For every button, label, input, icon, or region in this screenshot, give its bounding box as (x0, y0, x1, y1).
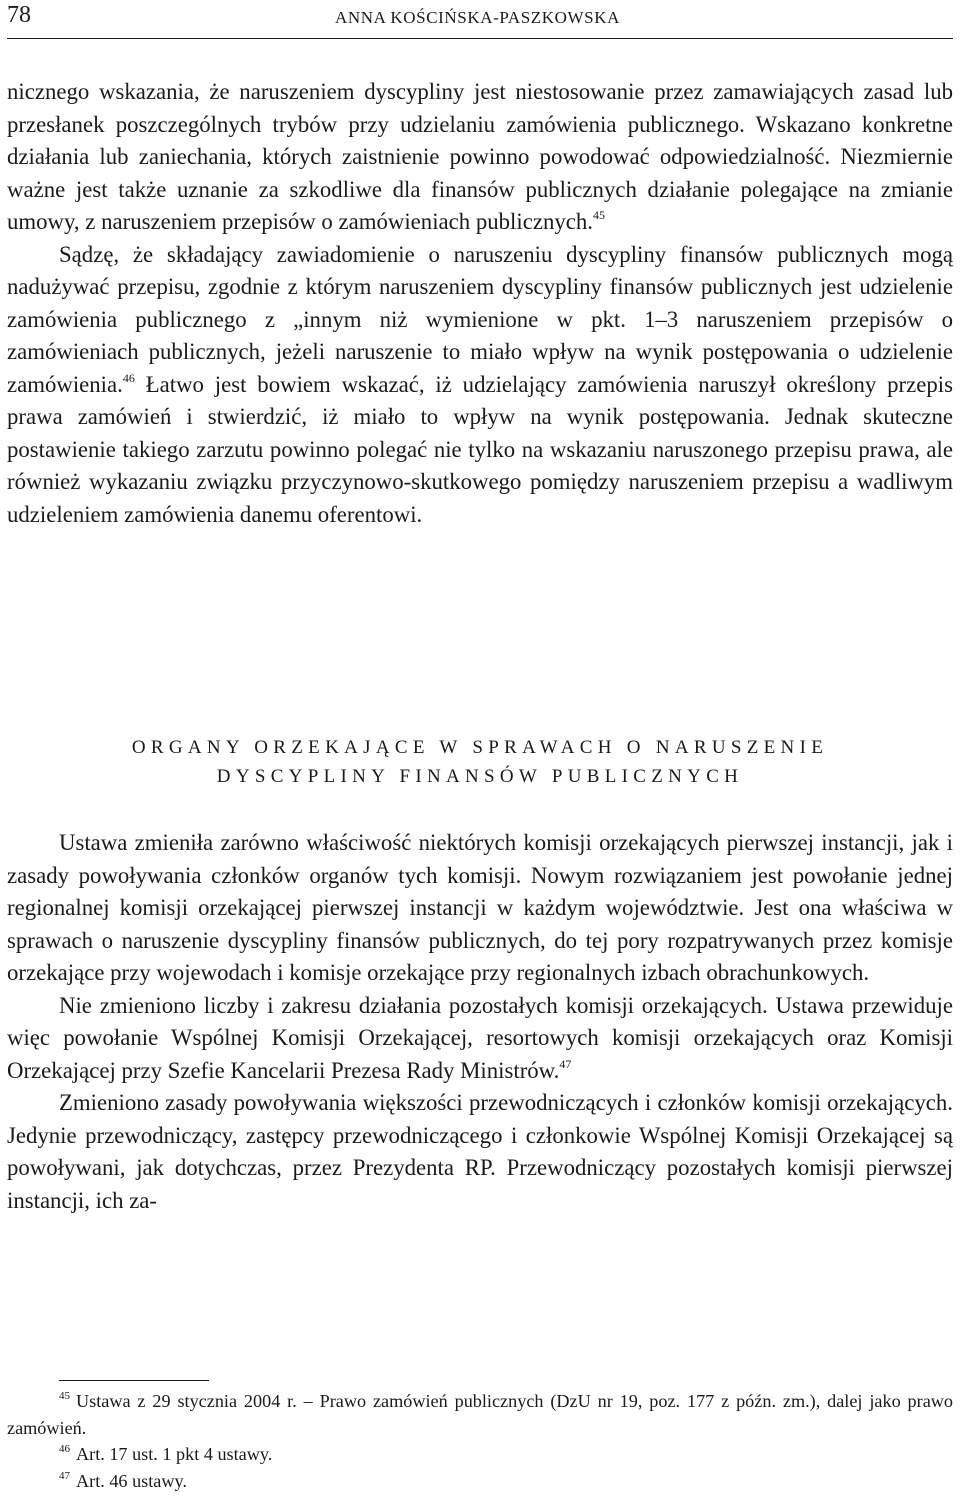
footnote-text: Art. 17 ust. 1 pkt 4 ustawy. (76, 1444, 273, 1464)
footnote-ref-45: 45 (592, 208, 605, 222)
footnote-text: Art. 46 ustawy. (76, 1470, 187, 1491)
footnote-number: 47 (59, 1469, 70, 1482)
footnote-46 (7, 1441, 953, 1468)
section-text (7, 827, 953, 1217)
footnote-text: Ustawa z 29 stycznia 2004 r. – Prawo zamówień publicznych (DzU nr 19, poz. 177 z późn. zm.), dalej jako prawo zamówień. (7, 1391, 953, 1438)
paragraph-1-text: nicznego wskazania, że naruszeniem dyscypliny jest niestosowanie przez zamawiających zasad lub przesłanek poszczególnych trybów przy udzielaniu zamówienia publicznego. Wskazano konkretne działania lub zaniechania, których zaistnienie powinno powodować odpowiedzialność. Niezmiernie ważne jest także uznanie za szkodliwe dla finansów publicznych działanie polegające na zmianie umowy, z naruszeniem przepisów o zamówieniach publicznych. (7, 79, 953, 234)
section-heading (7, 733, 953, 791)
paragraph-2-text-b: Łatwo jest bowiem wskazać, iż udzielający zamówienia naruszył określony przepis prawa zamówień i stwierdzić, iż miało to wpływ na wynik postępowania. Jednak skuteczne postawienie takiego zarzutu powinno polegać nie tylko na wskazaniu naruszonego przepisu prawa, ale również wykazaniu związku przyczynowo-skutkowego pomiędzy naruszeniem przepisu a wadliwym udzieleniem zamówienia danemu oferentowi. (7, 371, 953, 527)
footnote-number: 46 (59, 1443, 70, 1455)
footnote-ref-46: 46 (122, 370, 135, 385)
header-rule (7, 38, 953, 39)
paragraph-2 (7, 239, 953, 532)
running-title: ANNA KOŚCIŃSKA-PASZKOWSKA (335, 8, 620, 27)
section-heading-line-2: DYSCYPLINY FINANSÓW PUBLICZNYCH (216, 766, 744, 787)
section-paragraph-3: Zmieniono zasady powoływania większości przewodniczących i członków komisji orzekających. Jedynie przewodniczący, zastępcy przewodniczącego i członkowie Wspólnej Komisji Orzekającej są powoływani, jak dotychczas, przez Prezydenta RP. Przewodniczący pozostałych komisji pierwszej instancji, ich za- (7, 1090, 953, 1213)
body-text (7, 76, 953, 531)
running-head (7, 0, 953, 40)
section-paragraph-1: Ustawa zmieniła zarówno właściwość niektórych komisji orzekających pierwszej instancji, jak i zasady powoływania członków organów tych komisji. Nowym rozwiązaniem jest powołanie jednej regionalnej komisji orzekającej pierwszej instancji w każdym województwie. Jest ona właściwa w sprawach o naruszenie dyscypliny finansów publicznych, do tej pory rozpatrywanych przez komisje orzekające przy wojewodach i komisje orzekające przy regionalnych izbach obrachunkowych. (7, 830, 953, 985)
page-number: 78 (7, 2, 31, 28)
footnote-45 (7, 1388, 953, 1441)
paragraph-2-text-a: Sądzę, że składający zawiadomienie o naruszeniu dyscypliny finansów publicznych mogą nadużywać przepisu, zgodnie z którym naruszeniem dyscypliny finansów publicznych jest udzielenie zamówienia publicznego z „innym niż wymienione w pkt. 1–3 naruszeniem przepisów o zamówieniach publicznych, jeżeli naruszenie to miało wpływ na wynik postępowania o udzielenie zamówienia. (7, 241, 953, 397)
section-paragraph-2 (7, 990, 953, 1088)
section-paragraph-2-text: Nie zmieniono liczby i zakresu działania pozostałych komisji orzekających. Ustawa przewiduje więc powołanie Wspólnej Komisji Orzekającej, resortowych komisji orzekających oraz Komisji Orzekającej przy Szefie Kancelarii Prezesa Rady Ministrów. (7, 992, 953, 1083)
footnote-47 (7, 1468, 953, 1495)
paragraph-1 (7, 76, 953, 239)
footnote-number: 45 (59, 1390, 70, 1402)
footnotes (7, 1388, 953, 1494)
footnote-ref-47: 47 (559, 1056, 572, 1071)
section-heading-line-1: ORGANY ORZEKAJĄCE W SPRAWACH O NARUSZENIE (131, 737, 829, 758)
document-page (7, 0, 953, 1491)
footnote-rule (59, 1380, 209, 1381)
